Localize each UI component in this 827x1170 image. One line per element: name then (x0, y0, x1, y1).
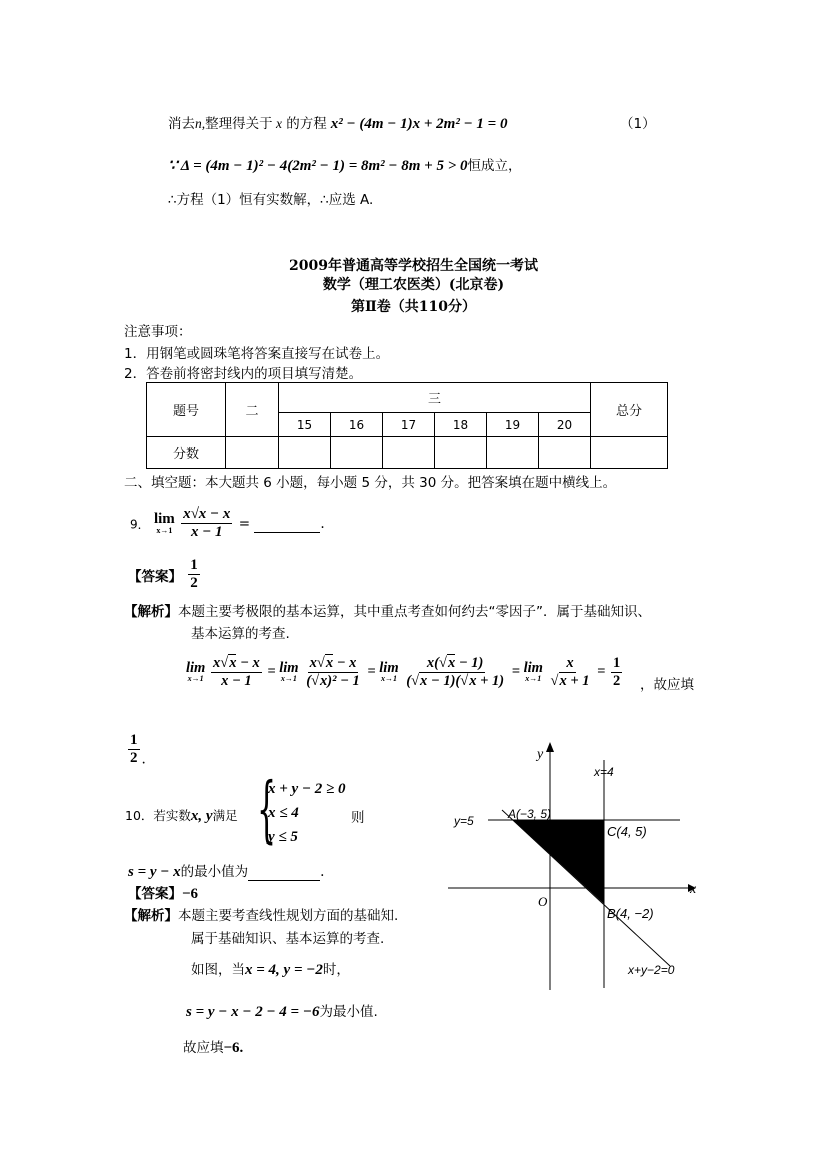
exam-title: 2009年普通高等学校招生全国统一考试 (289, 258, 538, 274)
text: 满足 (212, 808, 238, 823)
numerator: x√x − x (181, 506, 232, 524)
x-axis-label: x (690, 882, 697, 897)
equals: = (238, 515, 251, 532)
table-cell: 19 (487, 413, 539, 437)
q10-line-b (186, 1000, 378, 1021)
exam-subtitle: 数学（理工农医类）(北京卷) (322, 277, 505, 293)
constraint: x + y − 2 ≥ 0 (268, 781, 346, 797)
question-9: 9． lim x→1 $\frac{x√x - x}{x - 1}$ = . (130, 506, 325, 541)
table-cell[interactable] (331, 437, 383, 469)
feasible-region-graph (440, 738, 710, 994)
text: 的最小值为 (180, 864, 249, 880)
table-cell: 总分 (591, 383, 668, 437)
equation: x = 4, y = −2 (245, 962, 323, 978)
prev-solution-line2 (168, 154, 522, 175)
constraint: x ≤ 4 (268, 805, 299, 821)
table-cell: 16 (331, 413, 383, 437)
fraction: $\frac{x}{√x + 1}$ (550, 655, 590, 689)
prev-solution-line1 (168, 112, 507, 133)
text: 恒成立， (467, 158, 522, 174)
limit (154, 512, 175, 535)
point-b-label: B(4, −2) (607, 906, 654, 921)
point-c-label: C(4, 5) (607, 824, 647, 839)
prev-solution-line3: ∴方程（1）恒有实数解，∴应选 A. (168, 192, 374, 208)
exam-part-title: 第Ⅱ卷（共110分） (350, 299, 477, 315)
answer-value: −6 (182, 886, 199, 902)
table-cell[interactable] (487, 437, 539, 469)
text: 整理得关于 (205, 116, 273, 132)
q9-answer (128, 557, 202, 593)
q9-final (126, 732, 146, 768)
answer-label: 【答案】 (128, 568, 182, 585)
text: 则 (351, 810, 365, 826)
table-cell[interactable] (279, 437, 331, 469)
q9-analysis (124, 600, 651, 620)
answer-blank[interactable] (254, 514, 320, 533)
fraction: $\frac{x√x - x}{\text{(√x)² − 1}}$ (306, 655, 360, 689)
q10-objective: s = y − x的最小值为 . (128, 864, 325, 880)
table-cell[interactable] (383, 437, 435, 469)
table-cell: 题号 (147, 383, 226, 437)
answer-label: 【答案】 (128, 886, 182, 902)
equation-number: （1） (620, 116, 656, 132)
fraction (188, 557, 200, 593)
table-cell: 三 (279, 383, 591, 413)
analysis-text: 属于基础知识、基本运算的考查. (191, 931, 385, 947)
table-cell: 15 (279, 413, 331, 437)
deriv-tail: ，故应填 (640, 677, 694, 693)
notes-item: 1．用钢笔或圆珠笔将答案直接写在试卷上。 (124, 346, 390, 362)
text: 故应填 (183, 1040, 224, 1056)
analysis-text: 本题主要考极限的基本运算，其中重点考查如何约去“零因子”．属于基础知识、 (178, 604, 651, 620)
question-number: 9． (130, 517, 150, 532)
y-axis-label: y (537, 747, 544, 762)
line-xy-label: x+y−2=0 (628, 963, 675, 977)
fraction (128, 732, 140, 768)
fraction: $\frac{x(√x - 1)}{(√x - 1)(√x + 1)}$ (406, 655, 505, 689)
numerator: 1 (128, 732, 140, 750)
equation: ∵ Δ = (4m − 1)² − 4(2m² − 1) = 8m² − 8m + 5 > 0 (168, 158, 468, 174)
limit: lim x→1 (379, 659, 399, 684)
answer-blank[interactable] (248, 866, 320, 881)
line-y5-label: y=5 (454, 814, 474, 828)
denominator: x − 1 (190, 524, 223, 541)
text: 如图，当 (191, 962, 245, 978)
fraction (181, 506, 232, 542)
q10-line-c (183, 1036, 243, 1057)
constraint: y ≤ 5 (268, 829, 298, 845)
q9-derivation: lim x→1 $\frac{x√x - x}{x - 1}$ = lim x→1 $\frac{x√x - x}{\text{(√x)² − 1}}$ = lim x→1 $\frac{x(√x - 1)}{(√x - 1)(√x + 1)}$ = lim x→1 $\frac{x}{√x + 1}$ = $\frac{1}{2}$ (186, 655, 621, 689)
origin-label: O (538, 894, 548, 909)
score-table (146, 382, 668, 469)
objective: s = y − x (128, 864, 181, 880)
numerator: 1 (188, 557, 200, 575)
analysis-label: 【解析】 (124, 604, 178, 620)
question-10 (125, 806, 238, 825)
q10-answer (128, 882, 198, 903)
brace-icon: { (257, 768, 277, 853)
denominator: 2 (130, 750, 138, 767)
equation: x² − (4m − 1)x + 2m² − 1 = 0 (330, 116, 508, 132)
answer-value: −6. (223, 1040, 244, 1056)
var: x (276, 116, 282, 131)
notes-heading: 注意事项： (124, 324, 192, 340)
y-axis-arrow-icon (546, 742, 554, 752)
section-heading: 二、填空题：本大题共 6 小题，每小题 5 分，共 30 分。把答案填在题中横线上。 (124, 475, 617, 491)
text: 时， (322, 962, 350, 978)
lim-sub: x→1 (156, 526, 173, 536)
fraction: $\frac{x√x - x}{x - 1}$ (212, 655, 260, 689)
table-cell: 18 (435, 413, 487, 437)
table-cell: 分数 (147, 437, 226, 469)
final-tail: . (141, 751, 146, 768)
var: n, (195, 116, 206, 131)
fraction: $\frac{1}{2}$ (613, 655, 621, 689)
analysis-text: 基本运算的考查. (191, 626, 290, 642)
table-cell: 二 (226, 383, 279, 437)
text: 消去 (168, 116, 195, 132)
lim-text: lim (153, 511, 175, 528)
text: 为最小值. (319, 1004, 378, 1020)
point-a-label: A(−3, 5) (508, 807, 552, 821)
table-cell: 20 (539, 413, 591, 437)
notes-item: 2．答卷前将密封线内的项目填写清楚。 (124, 366, 363, 382)
limit: lim x→1 (523, 659, 543, 684)
q10-analysis (124, 904, 398, 924)
table-cell[interactable] (539, 437, 591, 469)
table-cell: 17 (383, 413, 435, 437)
vars: x, y (190, 808, 213, 824)
denominator: 2 (190, 575, 198, 592)
analysis-label: 【解析】 (124, 908, 178, 924)
q10-line-a (191, 958, 350, 979)
analysis-text: 本题主要考查线性规划方面的基础知. (178, 908, 399, 924)
limit: lim x→1 (186, 659, 206, 684)
table-cell[interactable] (591, 437, 668, 469)
line-x4-label: x=4 (594, 765, 614, 779)
question-number: 10．若实数 (125, 808, 191, 823)
table-cell[interactable] (435, 437, 487, 469)
equation: s = y − x − 2 − 4 = −6 (186, 1004, 320, 1020)
table-cell[interactable] (226, 437, 279, 469)
text: 的方程 (286, 116, 327, 132)
limit: lim x→1 (279, 659, 299, 684)
